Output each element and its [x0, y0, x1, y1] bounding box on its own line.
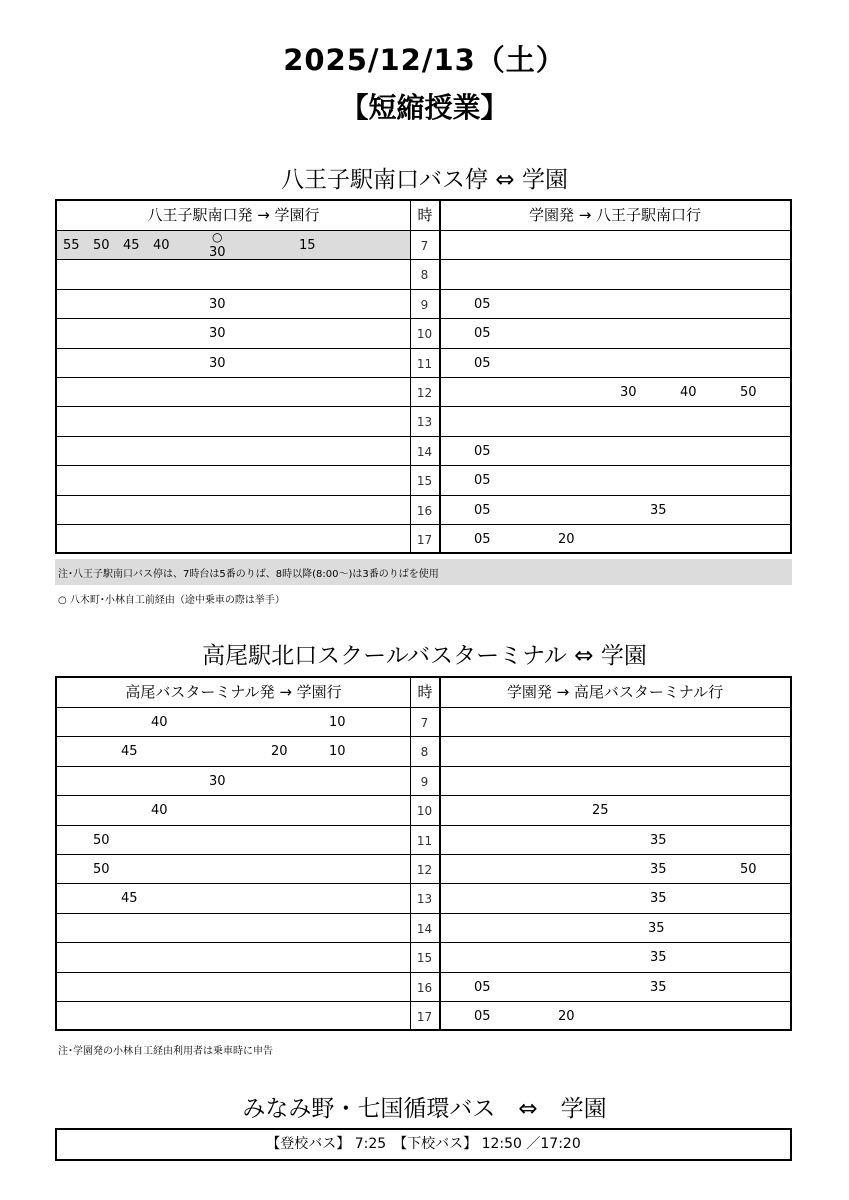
departure-time: 05 [474, 502, 491, 518]
table-row [57, 524, 790, 553]
hour-label: 13 [416, 892, 433, 907]
section2-title: 高尾駅北口スクールバスターミナル ⇔ 学園 [202, 643, 647, 669]
hachioji-timetable [55, 199, 792, 554]
table-row [57, 736, 790, 765]
departure-time: 45 [123, 238, 140, 253]
hour-label: 11 [416, 833, 433, 848]
takao-timetable [55, 676, 792, 1031]
table-row [57, 942, 790, 971]
hour-label: 16 [416, 503, 433, 518]
departure-time: 50 [93, 862, 110, 877]
table-row [57, 406, 790, 435]
table-row [57, 913, 790, 942]
circular-bus-times: 【登校バス】 7:25 【下校バス】 12:50 ／17:20 [55, 1128, 792, 1161]
departure-time: 05 [474, 1009, 491, 1024]
hour-label: 9 [420, 774, 429, 789]
departure-time: 30 [209, 296, 226, 312]
hour-label: 17 [416, 533, 433, 547]
page-date: 2025/12/13（土） [283, 43, 566, 77]
header-hour: 時 [417, 683, 433, 701]
departure-time: 50 [93, 238, 110, 253]
departure-time: 45 [121, 891, 138, 907]
table-row [57, 348, 790, 377]
departure-time: 35 [650, 502, 667, 518]
hour-label: 12 [416, 386, 433, 400]
departure-time: 30 [209, 326, 226, 342]
table-row [57, 854, 790, 883]
table-row [57, 825, 790, 854]
table-row [57, 707, 790, 736]
departure-time: 05 [474, 473, 491, 489]
table-row [57, 495, 790, 524]
section2-note1: 注･学園発の小林自工経由利用者は乗車時に申告 [58, 1046, 273, 1057]
table-row [57, 766, 790, 795]
departure-time: 20 [558, 1009, 575, 1024]
departure-time: 45 [121, 744, 138, 760]
hour-label: 8 [420, 268, 429, 283]
table-header [57, 201, 790, 230]
table-header [57, 678, 790, 707]
schedule-type: 【短縮授業】 [340, 91, 509, 124]
hour-label: 10 [416, 327, 433, 342]
hour-label: 7 [420, 716, 429, 730]
departure-time: 30 [209, 245, 226, 260]
table-row [57, 795, 790, 824]
hour-label: 9 [420, 297, 429, 312]
departure-time: 20 [271, 744, 288, 760]
departure-time: 50 [93, 832, 110, 848]
hour-label: 16 [416, 980, 433, 995]
departure-time: 55 [63, 238, 80, 253]
section1-title: 八王子駅南口バス停 ⇔ 学園 [281, 167, 568, 193]
departure-time: 30 [209, 773, 226, 789]
hour-label: 13 [416, 415, 433, 430]
departure-time: 05 [474, 532, 491, 547]
departure-time: 05 [474, 326, 491, 342]
hour-label: 14 [416, 444, 433, 459]
header-hour: 時 [417, 206, 433, 224]
hour-label: 7 [420, 239, 429, 253]
hour-label: 8 [420, 745, 429, 760]
departure-time: 35 [650, 832, 667, 848]
hour-label: 11 [416, 356, 433, 371]
table-row [57, 259, 790, 288]
section1-note2: ○ 八木町･小林自工前経由（途中乗車の際は挙手） [58, 595, 285, 606]
departure-time: 35 [650, 862, 667, 877]
departure-time: 35 [648, 920, 665, 936]
table-row [57, 377, 790, 406]
departure-time: 35 [650, 891, 667, 907]
departure-time: 35 [650, 979, 667, 995]
table-row [57, 465, 790, 494]
section3-title: みなみ野・七国循環バス ⇔ 学園 [242, 1096, 607, 1122]
via-marker: ○ [212, 230, 223, 244]
hour-label: 17 [416, 1010, 433, 1024]
header-left: 高尾バスターミナル発 → 学園行 [125, 683, 342, 701]
header-right: 学園発 → 八王子駅南口行 [528, 206, 702, 224]
departure-time: 50 [740, 385, 757, 400]
departure-time: 40 [151, 803, 168, 819]
departure-time: 05 [474, 979, 491, 995]
departure-time: 20 [558, 532, 575, 547]
departure-time: 40 [151, 715, 168, 730]
departure-time: 10 [329, 715, 346, 730]
table-row [57, 230, 790, 259]
hour-label: 15 [416, 951, 433, 966]
table-row [57, 436, 790, 465]
departure-time: 15 [299, 238, 316, 253]
hour-label: 10 [416, 804, 433, 819]
departure-time: 10 [329, 744, 346, 760]
table-row [57, 289, 790, 318]
header-left: 八王子駅南口発 → 学園行 [147, 206, 320, 224]
departure-time: 25 [592, 803, 609, 819]
hour-label: 15 [416, 474, 433, 489]
departure-time: 05 [474, 443, 491, 459]
departure-time: 35 [650, 950, 667, 966]
departure-time: 05 [474, 355, 491, 371]
table-row [57, 883, 790, 912]
hour-label: 14 [416, 921, 433, 936]
departure-time: 05 [474, 296, 491, 312]
hour-label: 12 [416, 863, 433, 877]
section1-note1: 注･八王子駅南口バス停は、7時台は5番のりば、8時以降(8:00～)は3番のりばを使用 [58, 569, 439, 580]
header-right: 学園発 → 高尾バスターミナル行 [506, 683, 724, 701]
table-row [57, 972, 790, 1001]
departure-time: 40 [153, 238, 170, 253]
table-row [57, 1001, 790, 1030]
table-row [57, 318, 790, 347]
departure-time: 50 [740, 862, 757, 877]
departure-time: 40 [680, 385, 697, 400]
departure-time: 30 [209, 355, 226, 371]
departure-time: 30 [620, 385, 637, 400]
